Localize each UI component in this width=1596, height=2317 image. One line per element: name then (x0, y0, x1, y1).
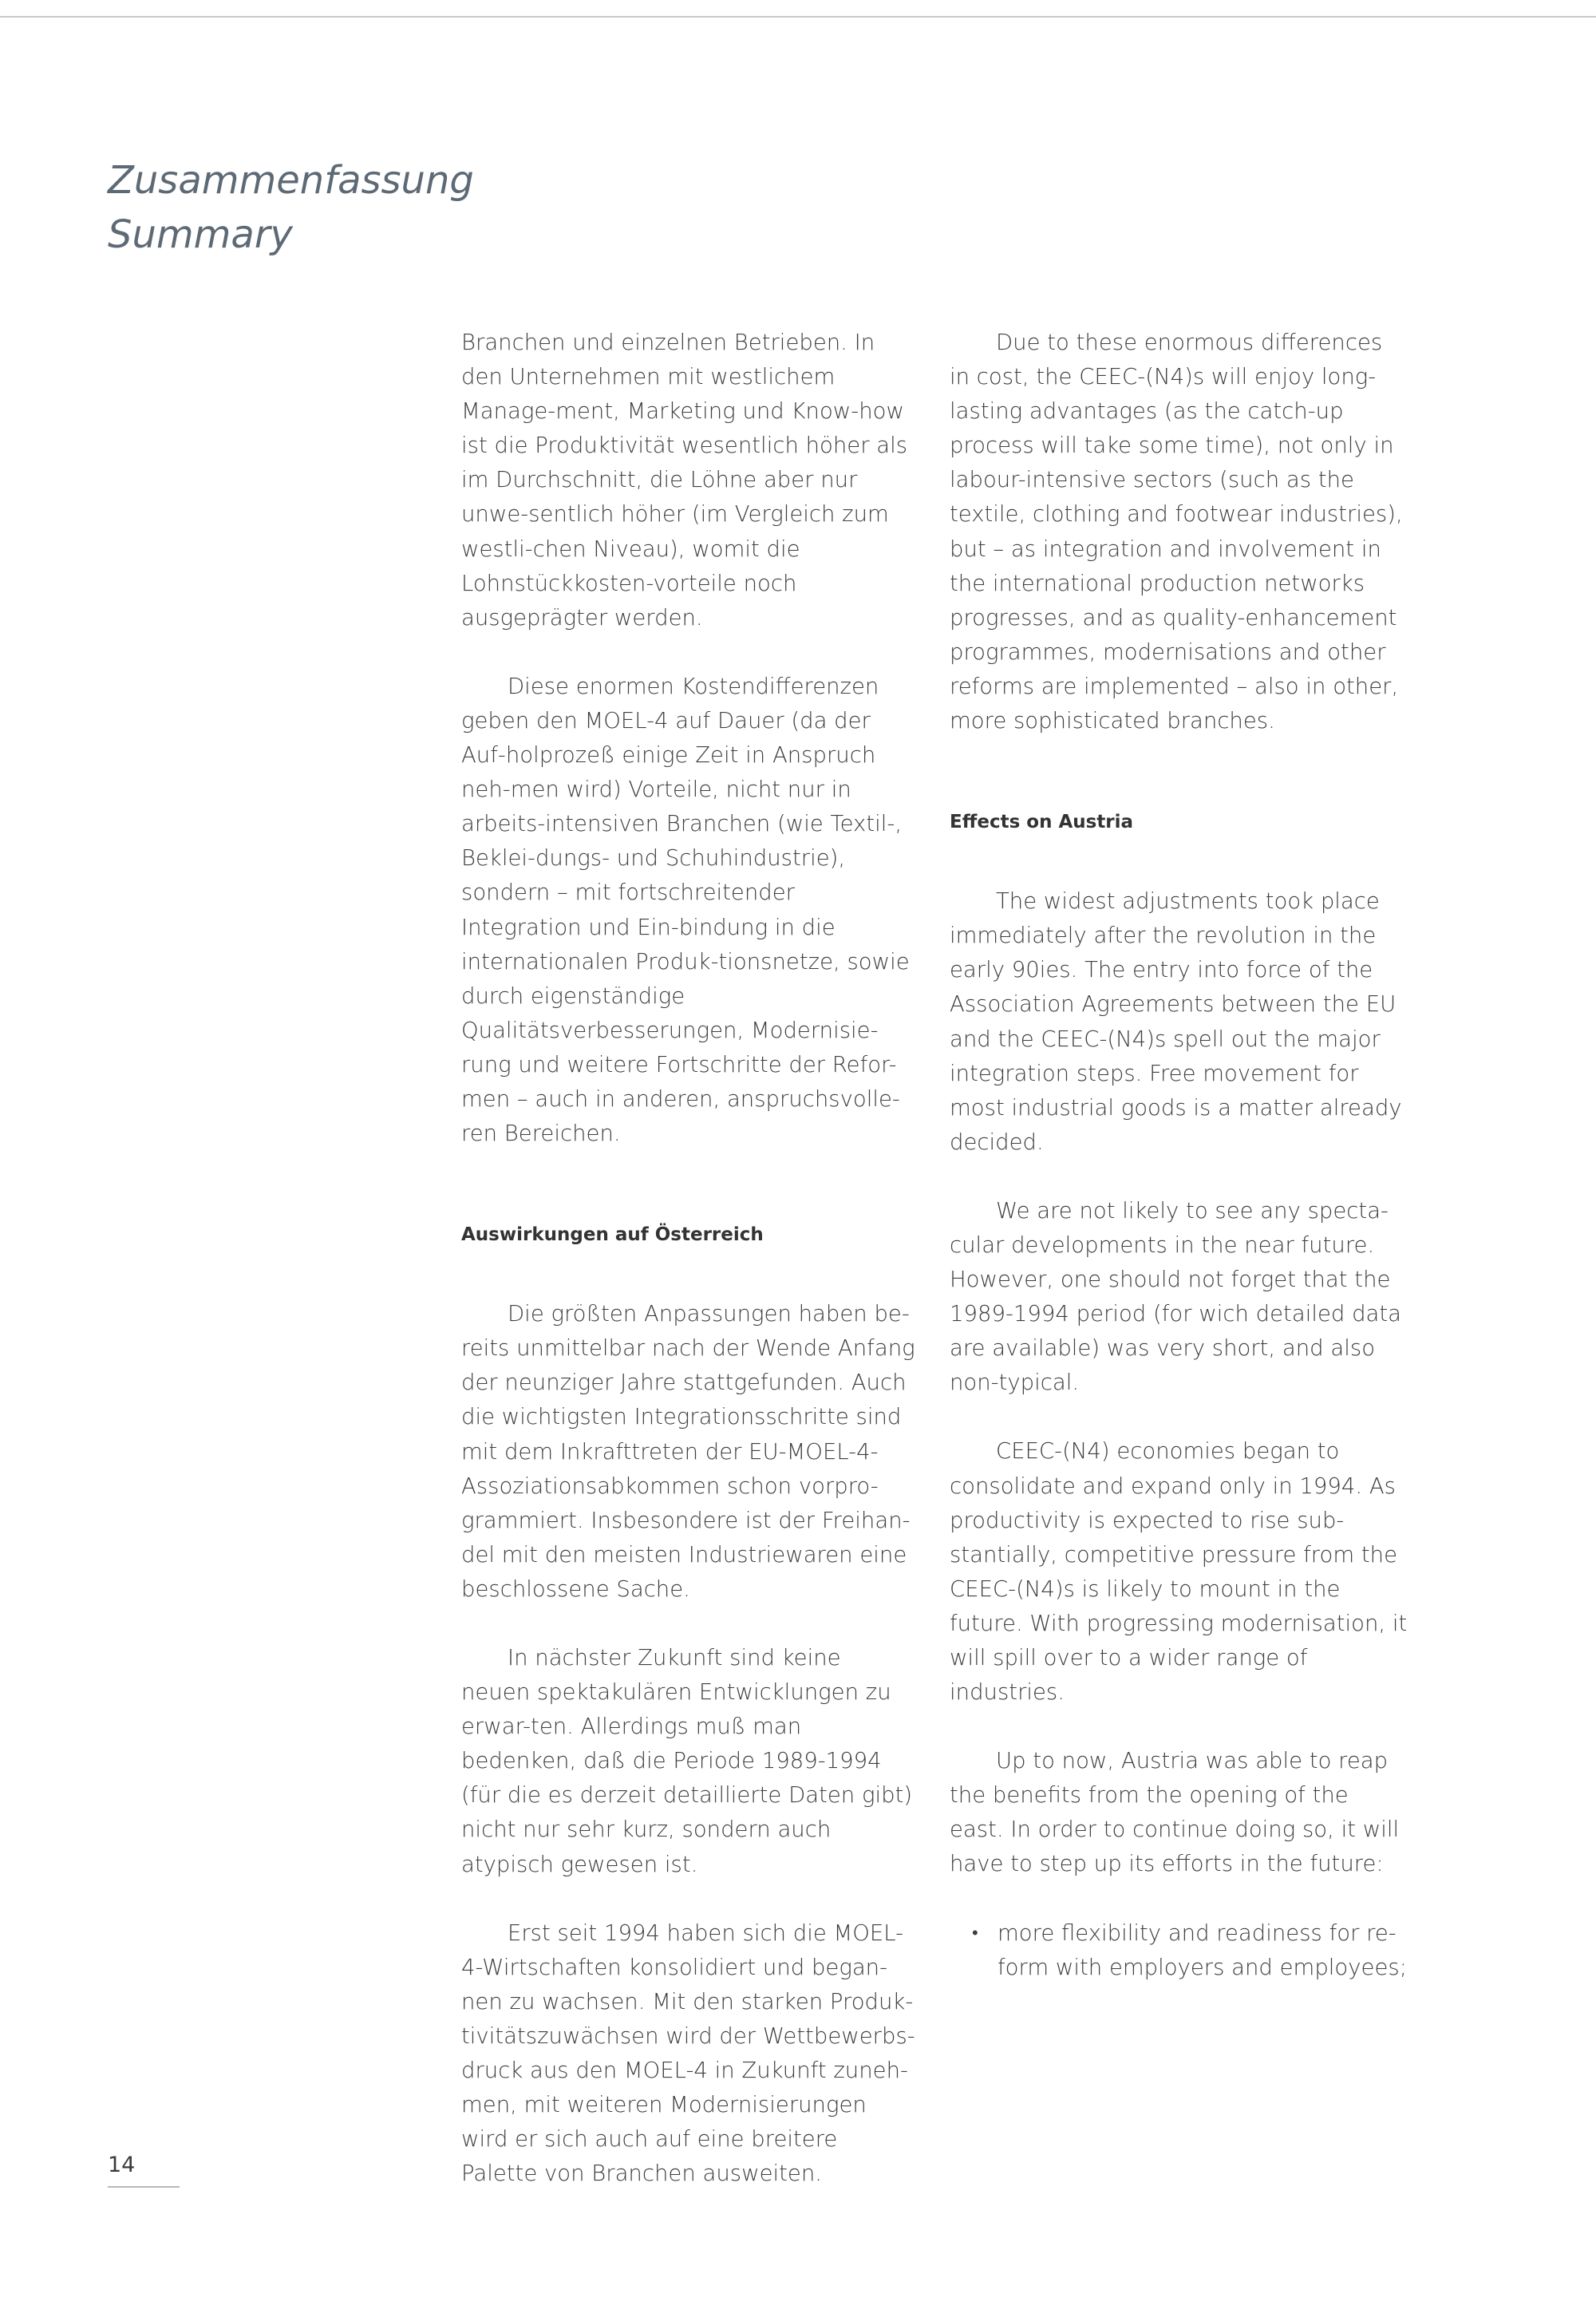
german-paragraph-4: In nächster Zukunft sind keine neuen spektakulären Entwicklungen zu erwar-ten. Allerdings muß man bedenken, daß die Periode 1989-1994 (für die es derzeit detaillierte Daten gibt) nicht nur sehr kurz, sondern auch atypisch gewesen ist. (461, 1645, 913, 1877)
german-paragraph-2: Diese enormen Kostendifferenzen geben den MOEL-4 auf Dauer (da der Auf-holprozeß einige Zeit in Anspruch neh-men wird) Vorteile, nicht nur in arbeits-intensiven Branchen (wie Textil-, Beklei-dungs- und Schuhindustrie), sondern – mit fortschreitender Integration und Ein-bindung in die internationalen Produk-tionsnetze, sowie durch eigenständige Qualitätsverbesserungen, Modernisie-rung und weitere Fortschritte der Refor-men – auch in anderen, anspruchsvolle-ren Bereichen. (461, 673, 910, 1147)
heading-german: Zusammenfassung (108, 158, 474, 203)
german-paragraph-5: Erst seit 1994 haben sich die MOEL-4-Wirtschaften konsolidiert und began-nen zu wachsen. Mit den starken Produk-tivitätszuwächsen wird der Wettbewerbs-druck aus den MOEL-4 in Zukunft zuneh-men, mit weiteren Modernisierungen wird er sich auch auf eine breitere Palette von Branchen ausweiten. (461, 1920, 915, 2187)
heading-english: Summary (108, 212, 293, 257)
page-number: 14 (108, 2153, 136, 2177)
top-rule (0, 16, 1596, 18)
english-column (950, 326, 1408, 1985)
english-paragraph-5: Up to now, Austria was able to reap the benefits from the opening of the east. In order to continue doing so, it will have to step up its efforts in the future: (950, 1748, 1400, 1877)
english-paragraph-3: We are not likely to see any specta-cular developments in the near future. However, one should not forget that the 1989-1994 period (for wich detailed data are available) was very short, and also non-typical. (950, 1197, 1402, 1396)
page-number-rule (108, 2186, 180, 2188)
english-paragraph-4: CEEC-(N4) economies began to consolidate and expand only in 1994. As productivity is expected to rise sub-stantially, competitive pressure from the CEEC-(N4)s is likely to mount in the future. With progressing modernisation, it will spill over to a wider range of industries. (950, 1438, 1408, 1706)
english-subheading: Effects on Austria (950, 812, 1134, 833)
list-item (950, 1916, 1408, 1985)
german-column (461, 326, 916, 2225)
english-bullet-list (950, 1916, 1408, 1985)
english-paragraph-2: The widest adjustments took place immediately after the revolution in the early 90ies. The entry into force of the Association Agreements between the EU and the CEEC-(N4)s spell out the major integration steps. Free movement for most industrial goods is a matter already decided. (950, 888, 1402, 1155)
german-paragraph-1: Branchen und einzelnen Betrieben. In den Unternehmen mit westlichem Manage-ment, Marketing und Know-how ist die Produktivität wesentlich höher als im Durchschnitt, die Löhne aber nur unwe-sentlich höher (im Vergleich zum westli-chen Niveau), womit die Lohnstückkosten-vorteile noch ausgeprägter werden. (461, 330, 908, 631)
german-subheading: Auswirkungen auf Österreich (461, 1224, 764, 1246)
german-paragraph-3: Die größten Anpassungen haben be-reits unmittelbar nach der Wende Anfang der neunziger Jahre stattgefunden. Auch die wichtigsten Integrationsschritte sind mit dem Inkrafttreten der EU-MOEL-4-Assoziationsabkommen schon vorpro-grammiert. Insbesondere ist der Freihan-del mit den meisten Industriewaren eine beschlossene Sache. (461, 1301, 915, 1602)
bullet-icon: • (972, 1923, 978, 1943)
bullet-text: more flexibility and readiness for re-form with employers and employees; (998, 1920, 1407, 1980)
page-heading (108, 153, 474, 262)
english-paragraph-1: Due to these enormous differences in cost, the CEEC-(N4)s will enjoy long-lasting advantages (as the catch-up process will take some time), not only in labour-intensive sectors (such as the textile, clothing and footwear industries), but – as integration and involvement in the international production networks progresses, and as quality-enhancement programmes, modernisations and other reforms are implemented – also in other, more sophisticated branches. (950, 330, 1403, 734)
